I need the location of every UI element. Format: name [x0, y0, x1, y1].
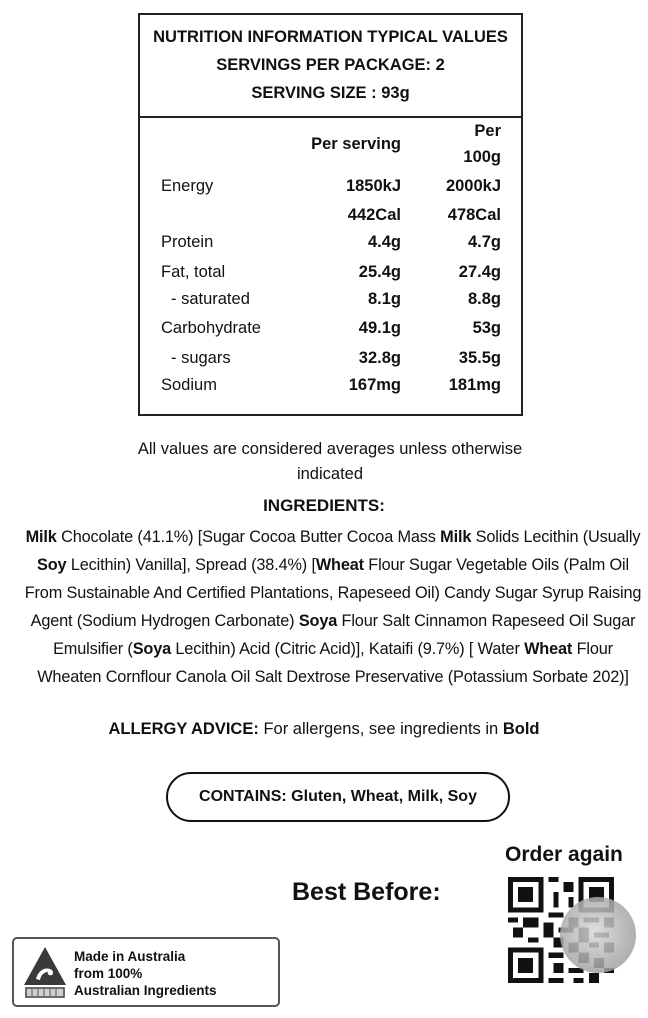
row-label: Sodium	[161, 376, 217, 394]
ingredient-text: Flour Sugar Vegetable Oils (Palm Oil From Sustainable And Certified Plantations, Rapeseed Oil) Candy Sugar Syrup Raising Agent (Sodium Hydrogen Carbonate)	[24, 556, 642, 630]
servings-per-package: SERVINGS PER PACKAGE: 2	[216, 56, 445, 74]
row-per-100g: 27.4g	[458, 263, 501, 281]
row-per-100g: 478Cal	[447, 206, 501, 224]
made-in-australia-label	[12, 937, 280, 1007]
best-before-label: Best Before:	[292, 878, 441, 906]
row-per-serving: 4.4g	[367, 233, 401, 251]
row-label: - saturated	[171, 290, 250, 308]
ingredient-allergen: Soy	[37, 556, 67, 574]
allergy-advice-text: For allergens, see ingredients in	[258, 720, 503, 738]
ingredient-allergen: Milk	[440, 528, 472, 546]
row-per-serving: 1850kJ	[345, 177, 401, 195]
allergy-advice-label: ALLERGY ADVICE:	[108, 720, 259, 738]
col-per-serving-header: Per serving	[311, 135, 401, 153]
ingredient-text: Lecithin) Vanilla], Spread (38.4%) [	[66, 556, 316, 574]
row-per-serving: 49.1g	[358, 319, 401, 337]
ingredient-text: Flour Salt Cinnamon Rapeseed Oil Sugar Emulsifier (	[53, 612, 636, 658]
serving-size: SERVING SIZE : 93g	[251, 84, 410, 102]
row-label: Energy	[161, 177, 214, 195]
row-per-serving: 32.8g	[358, 349, 401, 367]
ingredient-allergen: Wheat	[315, 556, 364, 574]
row-label: Protein	[161, 233, 214, 251]
ingredient-allergen: Wheat	[524, 640, 573, 658]
kangaroo-triangle-icon	[20, 945, 70, 999]
ingredient-allergen: Soya	[132, 640, 172, 658]
order-again-label: Order again	[505, 843, 623, 866]
averages-disclaimer: All values are considered averages unless otherwise indicated	[137, 440, 523, 483]
ingredient-text: Chocolate (41.1%) [Sugar Cocoa Butter Cocoa Mass	[56, 528, 441, 546]
nutrition-header	[140, 15, 521, 118]
row-per-100g: 53g	[472, 319, 501, 337]
ingredients-text	[22, 523, 644, 691]
row-per-serving: 167mg	[348, 376, 401, 394]
col-per-100g-header-line2: 100g	[463, 148, 501, 166]
made-in-line3: Australian Ingredients	[74, 983, 217, 998]
made-in-line2: from 100%	[74, 966, 143, 981]
ingredient-allergen: Soya	[298, 612, 338, 630]
contains-allergens-badge: CONTAINS: Gluten, Wheat, Milk, Soy	[166, 772, 510, 822]
nutrition-title: NUTRITION INFORMATION TYPICAL VALUES	[153, 28, 508, 46]
ingredient-text: Lecithin) Acid (Citric Acid)], Kataifi (9.7%) [ Water	[171, 640, 525, 658]
ingredient-text: Flour Wheaten Cornflour Canola Oil Salt Dextrose Preservative (Potassium Sorbate 202)]	[37, 640, 629, 686]
ingredient-text: Solids Lecithin (Usually	[471, 528, 641, 546]
row-label: Fat, total	[161, 263, 226, 281]
row-per-serving: 25.4g	[358, 263, 401, 281]
row-label: Carbohydrate	[161, 319, 261, 337]
row-per-100g: 4.7g	[467, 233, 501, 251]
allergy-advice	[0, 720, 648, 739]
row-label: - sugars	[171, 349, 231, 367]
row-per-serving: 8.1g	[367, 290, 401, 308]
row-per-100g: 8.8g	[467, 290, 501, 308]
row-per-100g: 35.5g	[458, 349, 501, 367]
row-per-100g: 181mg	[448, 376, 501, 394]
ingredient-allergen: Milk	[25, 528, 57, 546]
ingredients-title: INGREDIENTS:	[263, 496, 385, 515]
made-in-text	[74, 948, 217, 999]
seal-icon	[560, 897, 636, 973]
nutrition-panel	[138, 13, 523, 416]
row-per-serving: 442Cal	[347, 206, 401, 224]
made-in-line1: Made in Australia	[74, 949, 186, 964]
row-per-100g: 2000kJ	[445, 177, 501, 195]
col-per-100g-header-line1: Per	[474, 122, 501, 140]
allergy-advice-bold-word: Bold	[502, 720, 540, 738]
